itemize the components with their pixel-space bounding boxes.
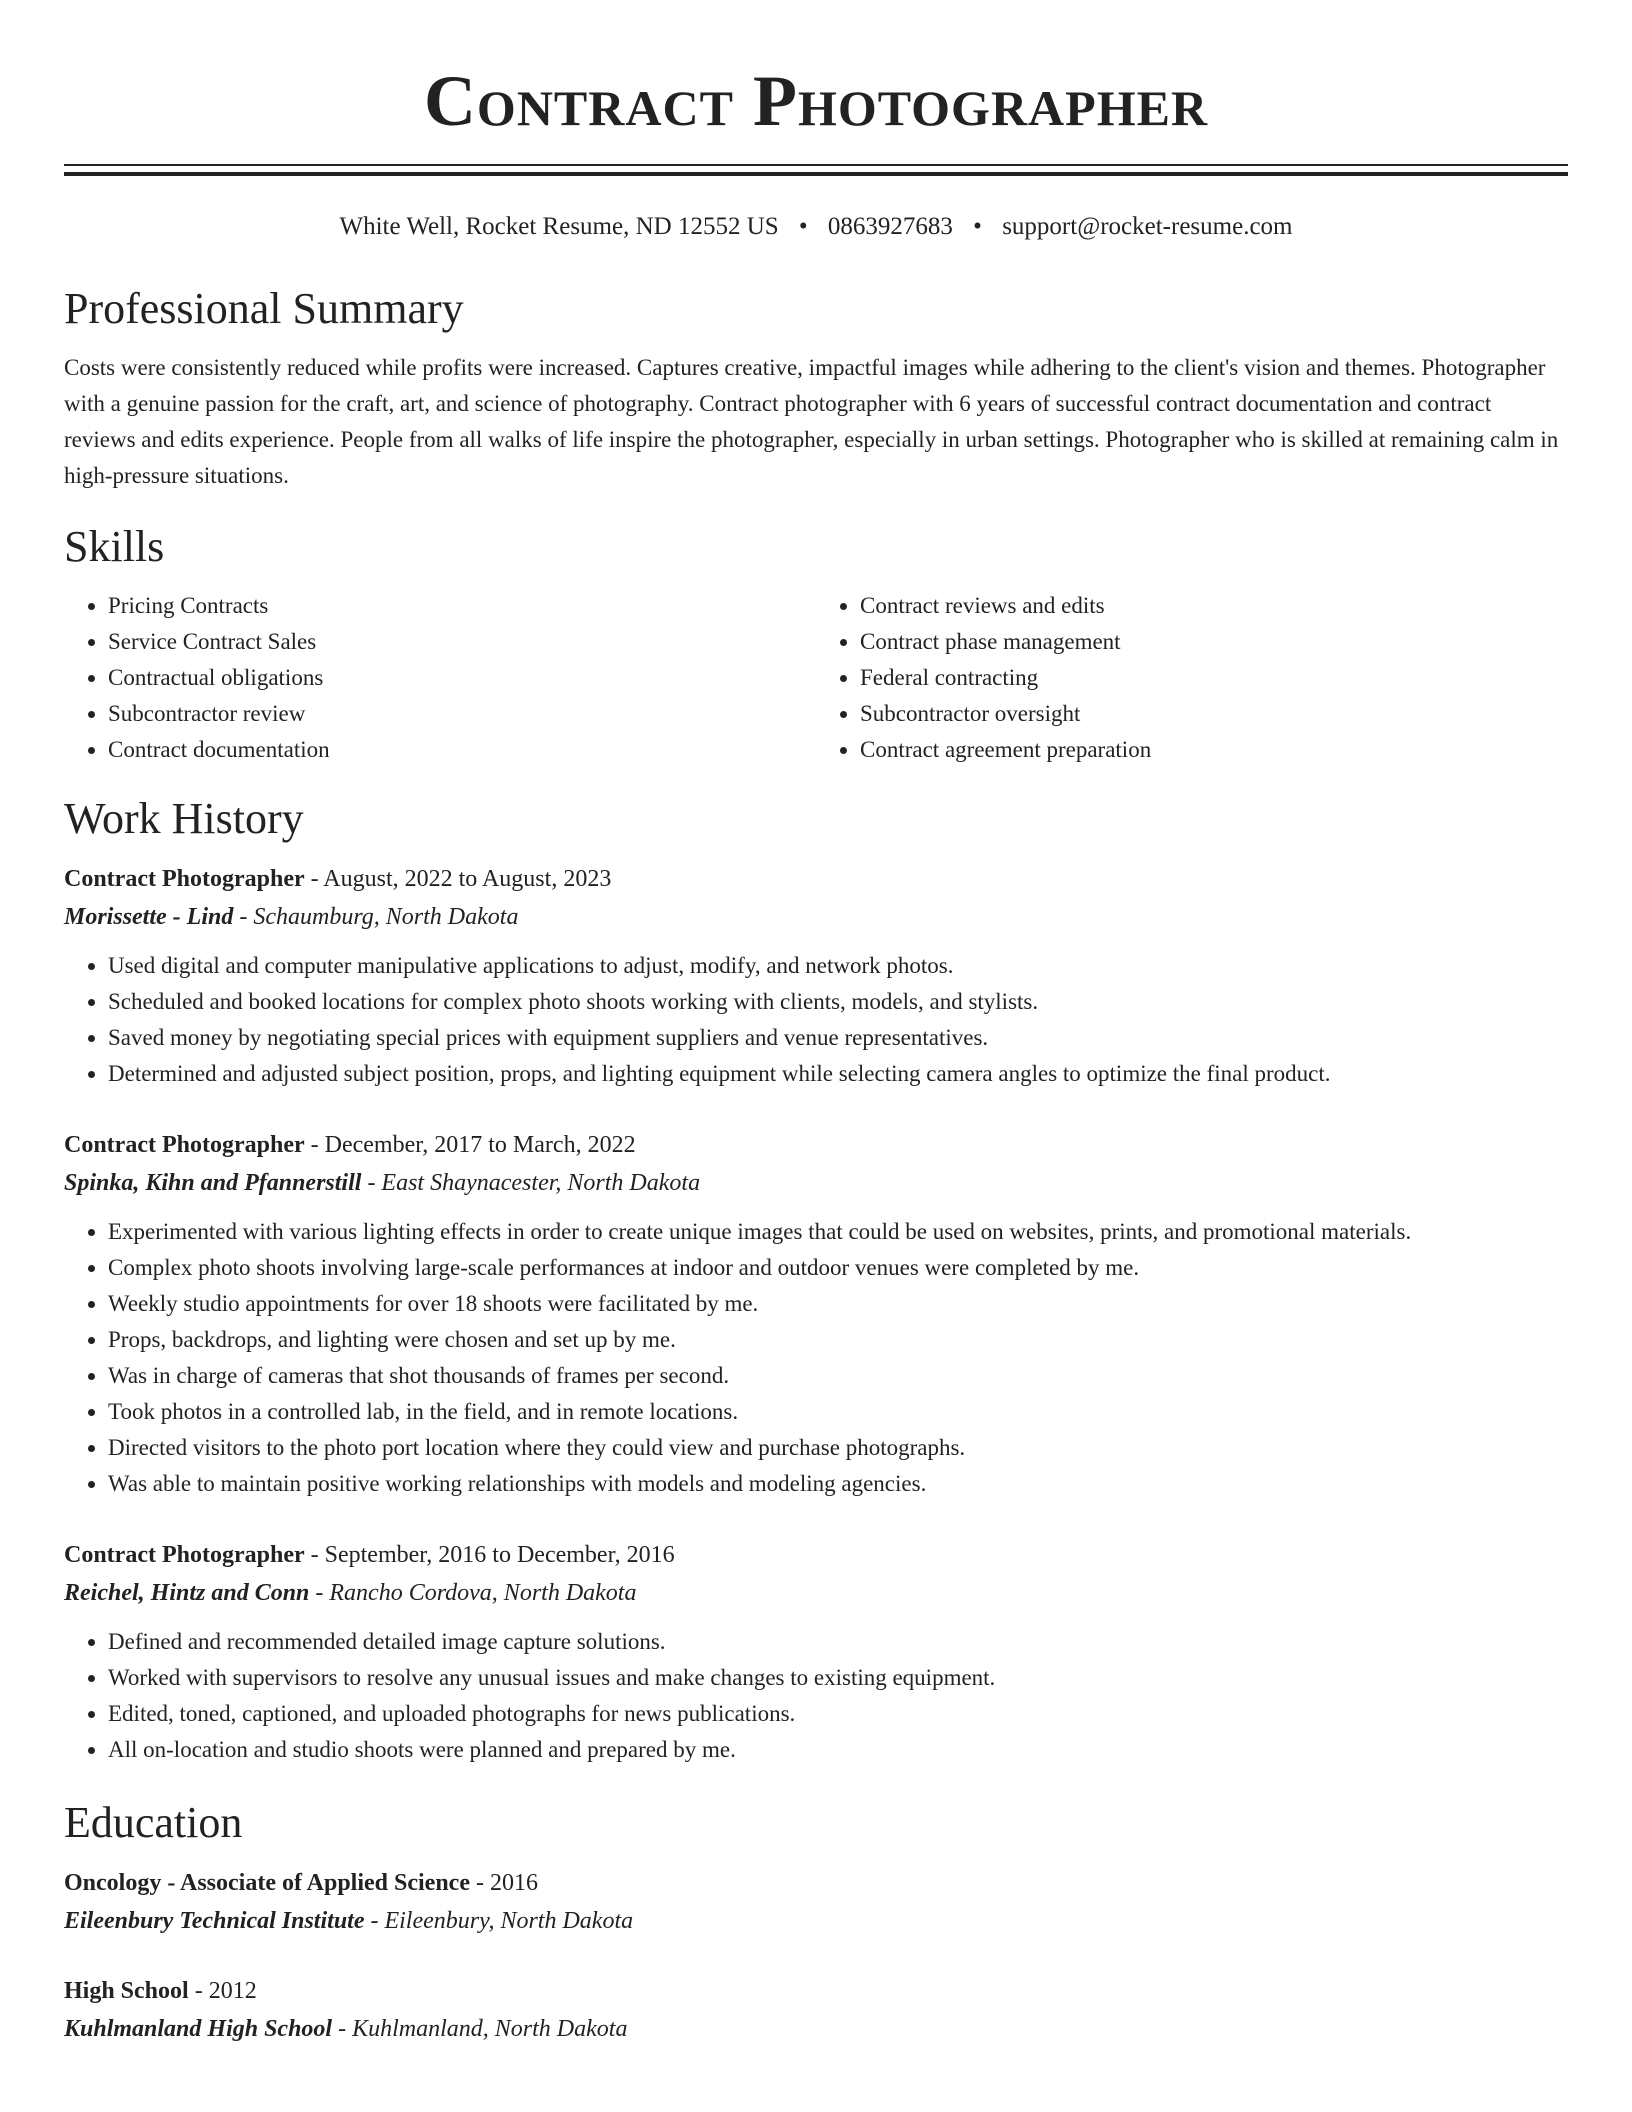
job-bullet: • Worked with supervisors to resolve any unusual issues and make changes to existing equipment.	[108, 1660, 1568, 1696]
header-divider-thick	[64, 172, 1568, 176]
job-bullets	[64, 1624, 1568, 1768]
skills-heading: Skills	[64, 522, 165, 571]
contact-separator: •	[798, 213, 808, 240]
job-bullet: • Used digital and computer manipulative applications to adjust, modify, and network photos.	[108, 948, 1568, 984]
job-company: Spinka, Kihn and Pfannerstill	[64, 1170, 362, 1196]
work-history-heading: Work History	[64, 794, 304, 843]
skill-item: • Subcontractor oversight	[860, 696, 1568, 732]
job-bullet: • Defined and recommended detailed image capture solutions.	[108, 1624, 1568, 1660]
job-company-line	[64, 1164, 1568, 1202]
job-title: Contract Photographer	[64, 866, 305, 892]
education-year: - 2012	[188, 1978, 257, 2004]
contact-line	[64, 212, 1568, 242]
education-location: - Kuhlmanland, North Dakota	[332, 2016, 628, 2042]
skill-item: • Federal contracting	[860, 660, 1568, 696]
header-divider-thin	[64, 164, 1568, 166]
job-entry	[64, 860, 1568, 1092]
job-dates: - August, 2022 to August, 2023	[304, 866, 612, 892]
job-bullet: • Determined and adjusted subject position, props, and lighting equipment while selecting camera angles to optimize the final product.	[108, 1056, 1568, 1092]
job-company-line	[64, 1574, 1568, 1612]
skill-item: • Contract reviews and edits	[860, 588, 1568, 624]
job-location: - East Shaynacester, North Dakota	[361, 1170, 701, 1196]
job-bullet: • Was in charge of cameras that shot thousands of frames per second.	[108, 1358, 1568, 1394]
education-school: Eileenbury Technical Institute	[64, 1908, 365, 1934]
job-entry	[64, 1126, 1568, 1502]
contact-phone: 0863927683	[827, 213, 953, 240]
education-degree-line	[64, 1972, 1568, 2010]
education-degree: High School	[64, 1978, 189, 2004]
education-heading: Education	[64, 1798, 243, 1847]
job-bullet: • Edited, toned, captioned, and uploaded photographs for news publications.	[108, 1696, 1568, 1732]
skills-columns	[64, 588, 1568, 768]
contact-email: support@rocket-resume.com	[1002, 213, 1293, 240]
job-bullet: • Complex photo shoots involving large-scale performances at indoor and outdoor venues were completed by me.	[108, 1250, 1568, 1286]
skill-item: • Subcontractor review	[108, 696, 816, 732]
contact-address: White Well, Rocket Resume, ND 12552 US	[339, 213, 779, 240]
skill-item: • Contractual obligations	[108, 660, 816, 696]
job-title-line	[64, 1126, 1568, 1164]
job-location: - Rancho Cordova, North Dakota	[309, 1580, 637, 1606]
job-bullets	[64, 1214, 1568, 1502]
job-company: Reichel, Hintz and Conn	[64, 1580, 310, 1606]
job-title: Contract Photographer	[64, 1132, 305, 1158]
job-bullet: • Experimented with various lighting effects in order to create unique images that could be used on websites, prints, and promotional materials.	[108, 1214, 1568, 1250]
skill-item: • Pricing Contracts	[108, 588, 816, 624]
skill-item: • Contract phase management	[860, 624, 1568, 660]
job-bullet: • Was able to maintain positive working relationships with models and modeling agencies.	[108, 1466, 1568, 1502]
education-location: - Eileenbury, North Dakota	[364, 1908, 634, 1934]
skill-item: • Service Contract Sales	[108, 624, 816, 660]
contact-separator: •	[973, 213, 982, 240]
job-entry	[64, 1536, 1568, 1768]
job-location: - Schaumburg, North Dakota	[233, 904, 519, 930]
job-company-line	[64, 898, 1568, 936]
education-school: Kuhlmanland High School	[64, 2016, 333, 2042]
job-dates: - December, 2017 to March, 2022	[304, 1132, 636, 1158]
education-degree-line	[64, 1864, 1568, 1902]
education-entry	[64, 1972, 1568, 2048]
resume-name: Contract Photographer	[423, 61, 1209, 141]
skills-list-right	[816, 588, 1568, 768]
skill-item: • Contract documentation	[108, 732, 816, 768]
education-degree: Oncology - Associate of Applied Science	[64, 1870, 470, 1896]
job-bullet: • Weekly studio appointments for over 18 shoots were facilitated by me.	[108, 1286, 1568, 1322]
skills-list-left	[64, 588, 816, 768]
education-school-line	[64, 1902, 1568, 1940]
summary-text: Costs were consistently reduced while profits were increased. Captures creative, impactful images while adhering to the client's vision and themes. Photographer with a genuine passion for the craft, art, and science of photography. Contract photographer with 6 years of successful contract documentation and contract reviews and edits experience. People from all walks of life inspire the photographer, especially in urban settings. Photographer who is skilled at remaining calm in high-pressure situations.	[64, 355, 1559, 488]
job-bullet: • Saved money by negotiating special prices with equipment suppliers and venue representatives.	[108, 1020, 1568, 1056]
job-bullet: • Directed visitors to the photo port location where they could view and purchase photographs.	[108, 1430, 1568, 1466]
job-bullet: • Scheduled and booked locations for complex photo shoots working with clients, models, and stylists.	[108, 984, 1568, 1020]
summary-heading: Professional Summary	[64, 284, 464, 333]
job-title-line	[64, 1536, 1568, 1574]
education-year: - 2016	[469, 1870, 538, 1896]
job-bullet: • Props, backdrops, and lighting were chosen and set up by me.	[108, 1322, 1568, 1358]
job-bullet: • Took photos in a controlled lab, in the field, and in remote locations.	[108, 1394, 1568, 1430]
education-entry	[64, 1864, 1568, 1940]
job-title-line	[64, 860, 1568, 898]
job-bullets	[64, 948, 1568, 1092]
skill-item: • Contract agreement preparation	[860, 732, 1568, 768]
job-bullet: • All on-location and studio shoots were planned and prepared by me.	[108, 1732, 1568, 1768]
job-dates: - September, 2016 to December, 2016	[304, 1542, 675, 1568]
education-school-line	[64, 2010, 1568, 2048]
job-title: Contract Photographer	[64, 1542, 305, 1568]
job-company: Morissette - Lind	[64, 904, 234, 930]
